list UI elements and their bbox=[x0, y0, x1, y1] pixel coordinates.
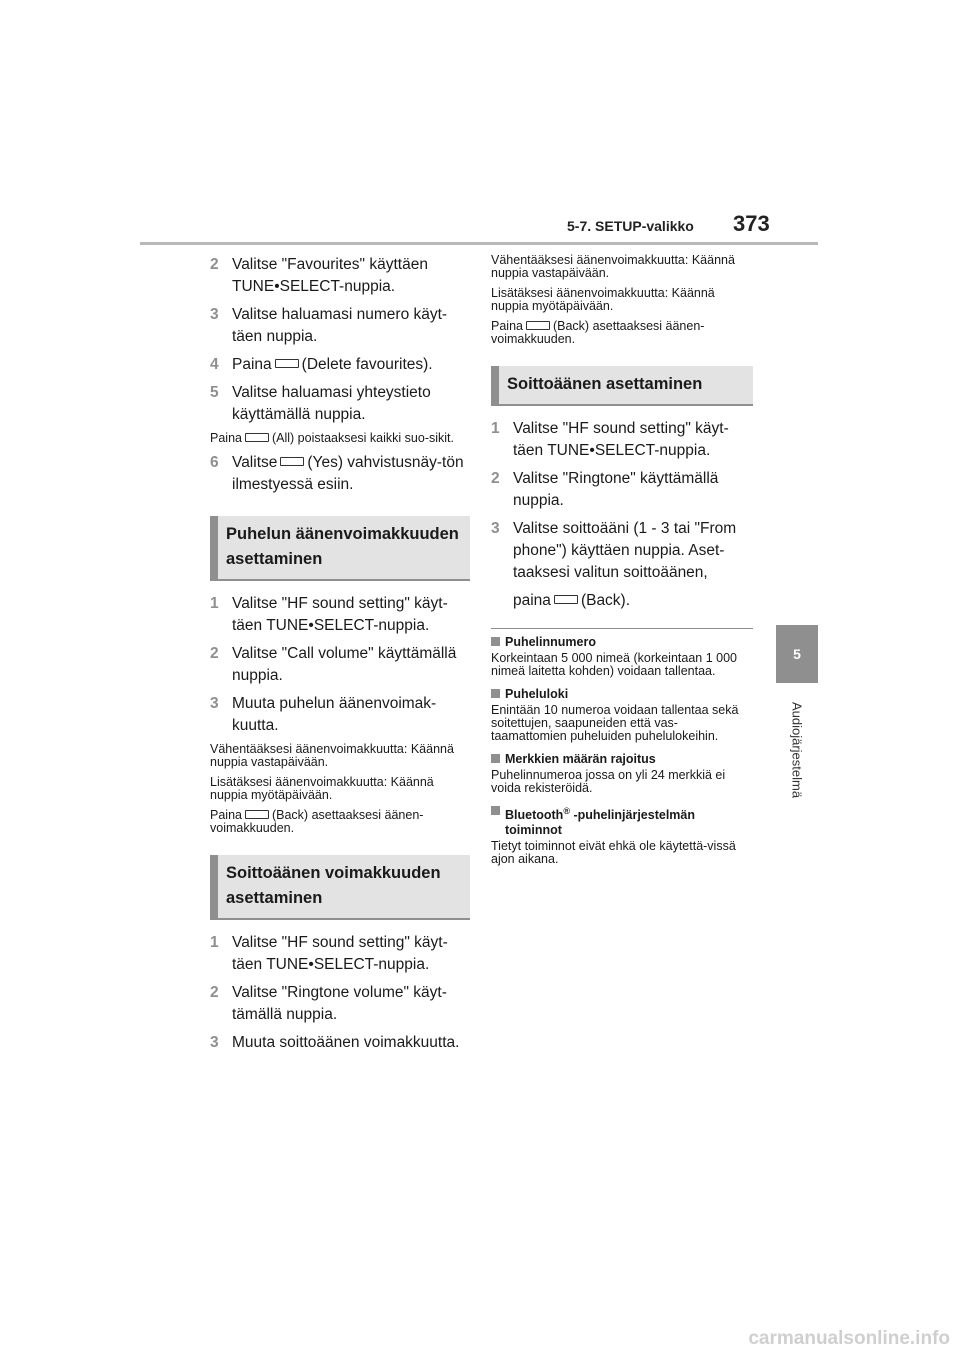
step-text: Valitse haluamasi numero käyt-täen nuppia. bbox=[232, 306, 448, 345]
note-text: (Back) asettaaksesi äänen-voimakkuuden. bbox=[491, 319, 705, 346]
step bbox=[491, 518, 753, 584]
bullet-square-icon bbox=[491, 637, 500, 646]
page-number: 373 bbox=[733, 211, 770, 236]
step-number: 3 bbox=[210, 306, 219, 323]
step bbox=[210, 254, 470, 298]
step-number: 3 bbox=[210, 695, 219, 712]
step-number: 1 bbox=[491, 420, 500, 437]
step-number: 6 bbox=[210, 454, 219, 471]
step-number: 3 bbox=[491, 520, 500, 537]
step bbox=[210, 1032, 470, 1054]
step bbox=[210, 593, 470, 637]
screen-button-icon bbox=[245, 433, 269, 442]
info-text: Korkeintaan 5 000 nimeä (korkeintaan 1 000 nimeä laitetta kohden) voidaan tallentaa. bbox=[491, 651, 737, 678]
step-text: Paina bbox=[232, 356, 272, 373]
step bbox=[210, 982, 470, 1026]
step-text: Valitse soittoääni (1 - 3 tai "From phone") käyttäen nuppia. Aset-taaksesi valitun soittoäänen, bbox=[513, 520, 737, 581]
step-text: Muuta soittoäänen voimakkuutta. bbox=[232, 1034, 460, 1051]
step bbox=[210, 304, 470, 348]
step-text: paina bbox=[513, 592, 551, 609]
info-title-text: Merkkien määrän rajoitus bbox=[505, 752, 656, 766]
note-text: (All) poistaaksesi kaikki suo-sikit. bbox=[271, 431, 454, 445]
step-text: (Delete favourites). bbox=[301, 356, 433, 373]
note bbox=[491, 320, 753, 346]
note bbox=[210, 809, 470, 835]
step-number: 2 bbox=[210, 984, 219, 1001]
info-title bbox=[491, 804, 753, 838]
step bbox=[491, 468, 753, 512]
step-number: 2 bbox=[210, 645, 219, 662]
chapter-tab: 5 bbox=[776, 625, 818, 683]
step bbox=[210, 382, 470, 426]
section-title: 5-7. SETUP-valikko bbox=[567, 218, 694, 234]
step-text: (Yes) vahvistusnäy-tön ilmestyessä esiin. bbox=[232, 454, 464, 493]
step-number: 4 bbox=[210, 356, 219, 373]
left-column bbox=[210, 254, 470, 1060]
registered-mark: ® bbox=[563, 806, 570, 816]
info-text: Puhelinnumeroa jossa on yli 24 merkkiä ei voida rekisteröidä. bbox=[491, 768, 726, 795]
note-text: Paina bbox=[210, 431, 242, 445]
bullet-square-icon bbox=[491, 689, 500, 698]
screen-button-icon bbox=[245, 810, 269, 819]
step bbox=[210, 693, 470, 737]
step bbox=[210, 354, 470, 376]
step-text: Valitse "HF sound setting" käyt-täen TUNE•SELECT-nuppia. bbox=[513, 420, 729, 459]
info-divider bbox=[491, 628, 753, 629]
chapter-title: Audiojärjestelmä bbox=[789, 701, 805, 799]
screen-button-icon bbox=[554, 595, 578, 604]
bullet-square-icon bbox=[491, 806, 500, 815]
note bbox=[210, 432, 470, 445]
screen-button-icon bbox=[526, 321, 550, 330]
right-column bbox=[491, 254, 753, 875]
section-heading: Puhelun äänenvoimakkuuden asettaminen bbox=[210, 516, 470, 579]
step-number: 1 bbox=[210, 934, 219, 951]
info-text: Enintään 10 numeroa voidaan tallentaa sekä soitettujen, saapuneiden että vas-taamattomien puheluiden puhelulokeihin. bbox=[491, 703, 739, 743]
note-text: Paina bbox=[491, 319, 523, 333]
info-title-text: Puheluloki bbox=[505, 687, 569, 701]
note-text: Paina bbox=[210, 808, 242, 822]
step-text: Valitse "Call volume" käyttämällä nuppia. bbox=[232, 645, 457, 684]
header-divider bbox=[140, 242, 818, 245]
note-text: (Back) asettaaksesi äänen-voimakkuuden. bbox=[210, 808, 424, 835]
section-heading: Soittoäänen asettaminen bbox=[491, 366, 753, 404]
step-number: 2 bbox=[491, 470, 500, 487]
info-title bbox=[491, 635, 753, 650]
step bbox=[210, 643, 470, 687]
step-text: Valitse "HF sound setting" käyt-täen TUNE•SELECT-nuppia. bbox=[232, 595, 448, 634]
step-text: Valitse bbox=[232, 454, 278, 471]
step-text: Valitse "HF sound setting" käyt-täen TUNE•SELECT-nuppia. bbox=[232, 934, 448, 973]
info-title-text: Puhelinnumero bbox=[505, 635, 596, 649]
bullet-square-icon bbox=[491, 754, 500, 763]
step-text: Valitse "Ringtone volume" käyt-tämällä nuppia. bbox=[232, 984, 447, 1023]
info-title-text: Bluetooth bbox=[505, 808, 564, 823]
note: Lisätäksesi äänenvoimakkuutta: Käännä nuppia myötäpäivään. bbox=[491, 286, 715, 313]
info-title bbox=[491, 687, 753, 702]
info-title-text: -puhelinjärjestelmän toiminnot bbox=[505, 808, 695, 838]
step-number: 1 bbox=[210, 595, 219, 612]
step bbox=[210, 932, 470, 976]
step bbox=[210, 452, 470, 496]
watermark: carmanualsonline.info bbox=[748, 1328, 950, 1349]
screen-button-icon bbox=[280, 457, 304, 466]
note: Vähentääksesi äänenvoimakkuutta: Käännä nuppia vastapäivään. bbox=[491, 253, 735, 280]
info-text: Tietyt toiminnot eivät ehkä ole käytettä-vissä ajon aikana. bbox=[491, 839, 736, 867]
step-text: Muuta puhelun äänenvoimak-kuutta. bbox=[232, 695, 437, 734]
note: Lisätäksesi äänenvoimakkuutta: Käännä nuppia myötäpäivään. bbox=[210, 775, 434, 802]
step-text: (Back). bbox=[580, 592, 631, 609]
step-number: 3 bbox=[210, 1034, 219, 1051]
step-number: 2 bbox=[210, 256, 219, 273]
step-number: 5 bbox=[210, 384, 219, 401]
step-text: Valitse haluamasi yhteystieto käyttämällä nuppia. bbox=[232, 384, 431, 423]
section-heading: Soittoäänen voimakkuuden asettaminen bbox=[210, 855, 470, 918]
screen-button-icon bbox=[275, 359, 299, 368]
step-text: Valitse "Favourites" käyttäen TUNE•SELECT-nuppia. bbox=[232, 256, 428, 295]
note: Vähentääksesi äänenvoimakkuutta: Käännä nuppia vastapäivään. bbox=[210, 742, 454, 769]
info-title bbox=[491, 752, 753, 767]
step bbox=[491, 418, 753, 462]
step-text: Valitse "Ringtone" käyttämällä nuppia. bbox=[513, 470, 719, 509]
step-continuation bbox=[491, 590, 753, 612]
